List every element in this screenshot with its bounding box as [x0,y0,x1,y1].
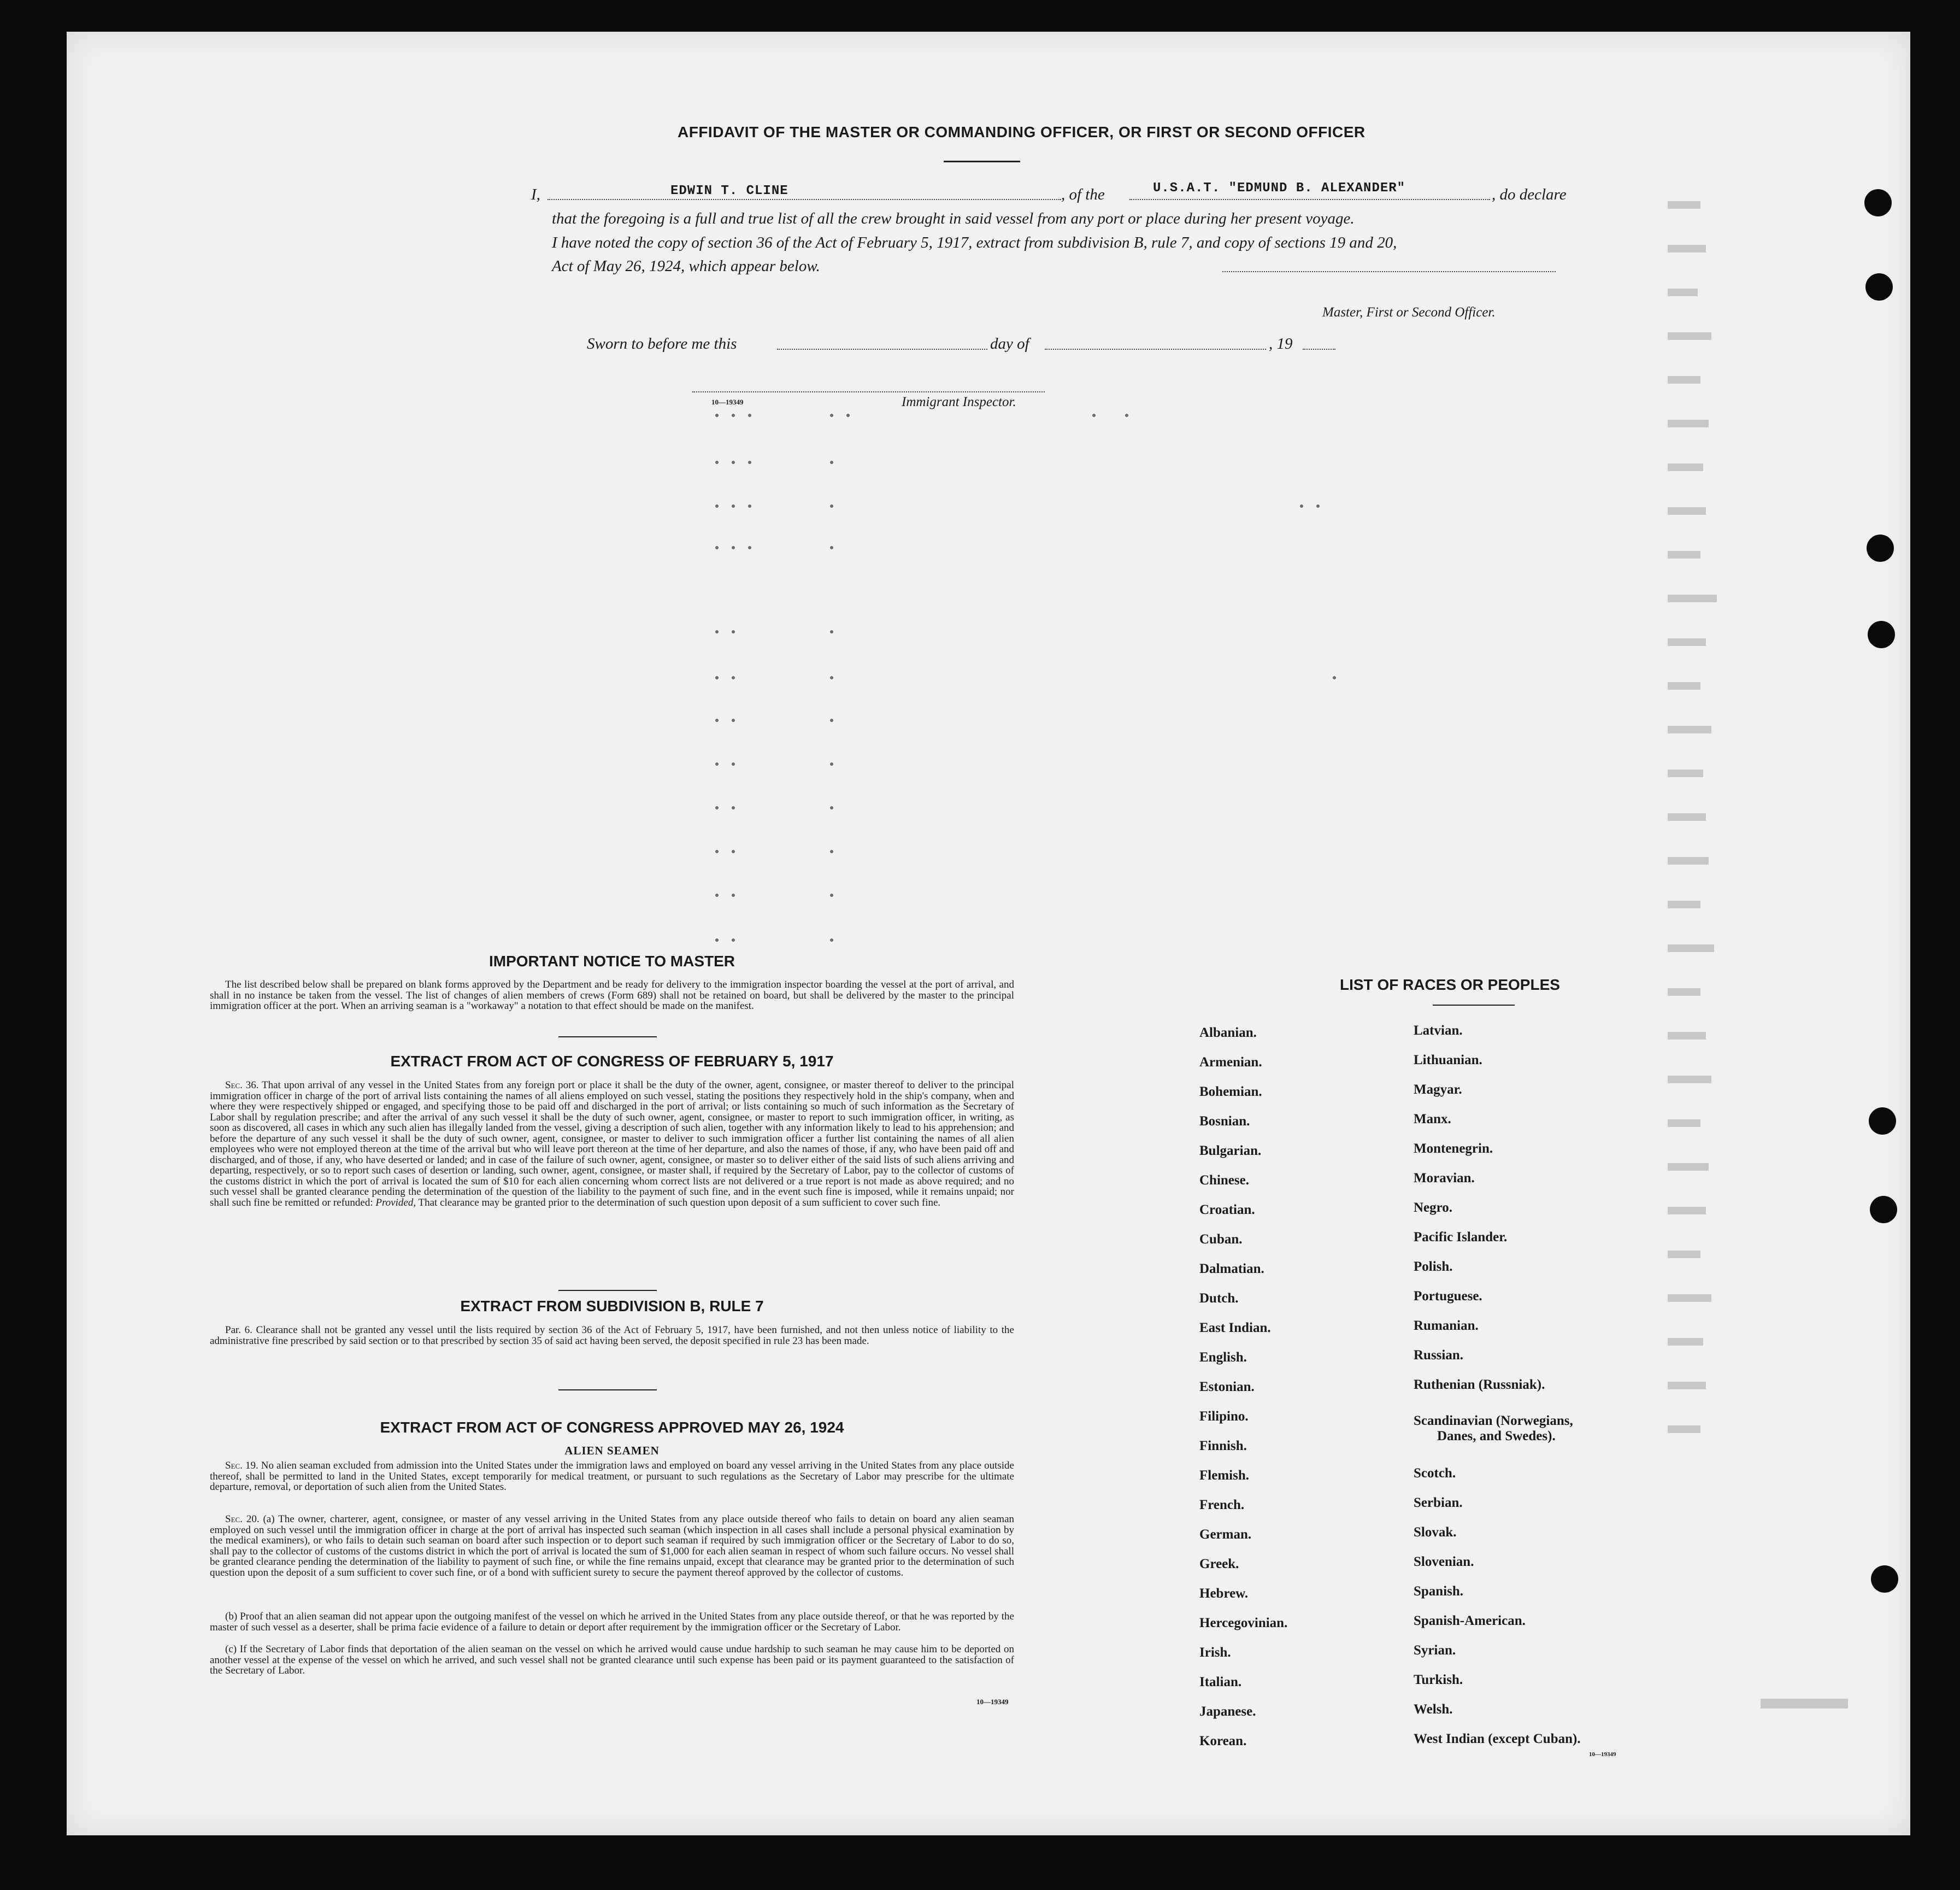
races-title-rule [1433,1005,1515,1006]
race-item: Finnish. [1199,1439,1247,1453]
sworn-prefix: Sworn to before me this [587,335,737,353]
declare-line-middle: , of the [1061,186,1105,203]
race-item: Dutch. [1199,1291,1239,1306]
race-item: Spanish-American. [1414,1613,1526,1628]
signature-blank [1222,271,1556,272]
race-item: Italian. [1199,1675,1242,1689]
name-blank [548,199,1061,200]
race-item: Hebrew. [1199,1586,1249,1601]
race-item: Magyar. [1414,1082,1462,1097]
extract-1917-body [210,1080,1014,1208]
sec-20a-text: (a) The owner, charterer, agent, consignee, or master of any vessel arriving in the United States from any place outside thereof who fails to detain on board any alien seaman employed on such vessel until the immigration officer in charge at the port of arrival has inspected such seaman (which inspection in all cases shall include a personal physical examination by the medical examiners), or who fails to detain such seaman on board after such inspection or to deport such seaman if required by such immigration officer or the Secretary of Labor to do so, shall pay to the collector of customs of the customs district in which the port of arrival is located the sum of $1,000 for each alien seaman in respect of whom such failure occurs. No vessel shall be granted clearance pending the determination of the liability to payment of such fine, or while the fine remains unpaid, except that clearance may be granted prior to the determination of such question upon the deposit of a sum sufficient to cover such fine, or of a bond with sufficient surety to secure the payment thereof approved by the collector of customs. [210,1513,1015,1578]
race-item: Korean. [1199,1734,1247,1748]
race-item: Welsh. [1414,1702,1453,1717]
sec-19-text: No alien seaman excluded from admission into the United States under the immigration laws and employed on board any vessel arriving in the United States from any place outside thereof, shall be permitted to land in the United States, except temporarily for medical treatment, or pursuant to such regulations as the Secretary of Labor may prescribe for the ultimate departure, removal, or deportation of such alien from the United States. [210,1460,1014,1493]
notice-text: The list described below shall be prepared on blank forms approved by the Department and be ready for delivery to the immigration inspector boarding the vessel at the port of arrival, and shall in no instance be taken from the vessel. The list of changes of alien members of crews (Form 689) shall not be retained on board, but shall be delivered by the master to the principal immigration officer at the port. When an arriving seaman is a "workaway" a notation to that effect should be made on the manifest. [210,979,1014,1012]
race-item: Albanian. [1199,1025,1257,1040]
extract-1917-title: EXTRACT FROM ACT OF CONGRESS OF FEBRUARY 5, 1917 [390,1053,834,1070]
race-item: Portuguese. [1414,1289,1482,1304]
race-item: German. [1199,1527,1252,1542]
race-item: Bosnian. [1199,1114,1250,1129]
sworn-year-label: , 19 [1269,335,1293,353]
extract-1924-title: EXTRACT FROM ACT OF CONGRESS APPROVED MAY 26, 1924 [380,1419,844,1436]
section-divider [558,1389,657,1390]
race-item: Spanish. [1414,1584,1464,1599]
race-item: Pacific Islander. [1414,1230,1508,1245]
race-item: English. [1199,1350,1247,1365]
race-item: Hercegovinian. [1199,1616,1288,1630]
declare-line-2: that the foregoing is a full and true list of all the crew brought in said vessel from any port or place during her present voyage. [552,210,1355,227]
race-item: Scotch. [1414,1466,1456,1481]
race-item: Slovenian. [1414,1554,1474,1569]
section-divider [558,1036,657,1037]
extract-rule7-text: Par. 6. Clearance shall not be granted any vessel until the lists required by section 36 of the Act of February 5, 1917, have been furnished, and not then unless notice of liability to the administrative fine prescribed by said section or to that prescribed by section 35 of said act having been served, the deposit specified in rule 23 has been made. [210,1324,1014,1347]
race-item: Ruthenian (Russniak). [1414,1377,1545,1392]
sec-20a [210,1514,1014,1578]
race-item: Serbian. [1414,1495,1463,1510]
document-page [67,32,1910,1835]
race-item: Bohemian. [1199,1084,1262,1099]
race-item: Russian. [1414,1348,1464,1363]
race-item: Negro. [1414,1200,1453,1215]
race-item: French. [1199,1498,1245,1512]
inspector-label: Immigrant Inspector. [902,395,1016,409]
vessel-blank [1129,199,1490,200]
race-item: Latvian. [1414,1023,1463,1038]
race-item: Estonian. [1199,1380,1255,1394]
race-item: Slovak. [1414,1525,1457,1540]
bleed-through-dots [695,409,1351,1447]
race-item: East Indian. [1199,1320,1271,1335]
race-item: Scandinavian (Norwegians, [1414,1413,1573,1428]
sworn-day-label: day of [990,335,1029,353]
race-item: Rumanian. [1414,1318,1479,1333]
race-item: Cuban. [1199,1232,1243,1247]
race-item: Filipino. [1199,1409,1249,1424]
races-form-number: 10—19349 [1589,1751,1616,1758]
title-rule [944,161,1020,162]
inspector-blank [692,391,1045,392]
race-item: Montenegrin. [1414,1141,1493,1156]
proviso-text: That clearance may be granted prior to the determination of such question upon deposit of a sum sufficient to cover such fine. [418,1196,941,1208]
proviso-label: Provided, [375,1196,416,1208]
declare-line-prefix: I, [531,186,540,203]
signature-label: Master, First or Second Officer. [1322,305,1496,320]
sworn-date-blank [777,349,987,350]
declare-line-suffix: , do declare [1492,186,1567,203]
form-number-top: 10—19349 [711,398,744,406]
extract-rule7-title: EXTRACT FROM SUBDIVISION B, RULE 7 [460,1298,764,1314]
sworn-year-blank [1303,349,1335,350]
race-item: Bulgarian. [1199,1143,1262,1158]
race-item: Polish. [1414,1259,1453,1274]
race-item: Japanese. [1199,1704,1256,1719]
vessel-name: U.S.A.T. "EDMUND B. ALEXANDER" [1153,181,1406,196]
race-item: Turkish. [1414,1672,1463,1687]
race-item: Greek. [1199,1557,1239,1571]
race-item: Moravian. [1414,1171,1475,1185]
sec-20-label: Sec. 20. [225,1513,260,1525]
alien-seamen-subtitle: ALIEN SEAMEN [564,1444,660,1457]
race-item: Croatian. [1199,1202,1255,1217]
declare-line-3: I have noted the copy of section 36 of the Act of February 5, 1917, extract from subdivision B, rule 7, and copy of sections 19 and 20, [552,234,1397,251]
race-item: Flemish. [1199,1468,1249,1483]
sec-20c: (c) If the Secretary of Labor finds that deportation of the alien seaman on the vessel on which he arrived would cause undue hardship to such seaman he may cause him to be deported on another vessel at the expense of the vessel on which he arrived, and such vessel shall not be granted clearance until such expense has been paid or its payment guaranteed to the satisfaction of the Secretary of Labor. [210,1644,1014,1676]
race-item: Syrian. [1414,1643,1456,1658]
race-item-continuation: Danes, and Swedes). [1437,1429,1556,1443]
master-name: EDWIN T. CLINE [670,184,788,198]
race-item: Manx. [1414,1112,1451,1126]
race-item: Dalmatian. [1199,1261,1264,1276]
races-title: LIST OF RACES OR PEOPLES [1340,976,1560,993]
race-item: Armenian. [1199,1055,1262,1070]
affidavit-title: AFFIDAVIT OF THE MASTER OR COMMANDING OFFICER, OR FIRST OR SECOND OFFICER [678,124,1365,140]
sec-36-label: Sec. 36. [225,1079,259,1091]
race-item: Lithuanian. [1414,1053,1482,1067]
sec-20b: (b) Proof that an alien seaman did not appear upon the outgoing manifest of the vessel on which he arrived in the United States from any place outside thereof, or that he was reported by the master of such vessel as a deserter, shall be prima facie evidence of a failure to detain or deport after requirement by the immigration officer or the Secretary of Labor. [210,1611,1014,1633]
sec-19 [210,1460,1014,1493]
declare-line-4: Act of May 26, 1924, which appear below. [552,257,820,275]
sec-36-text: That upon arrival of any vessel in the United States from any foreign port or place it shall be the duty of the owner, agent, consignee, or master thereof to deliver to the principal immigration officer in charge of the port of arrival lists containing the names of all aliens employed on such vessel, stating the positions they respectively hold in the ship's company, when and where they were respectively shipped or engaged, and specifying those to be paid off and discharged in the port of arrival; or lists containing so much of such information as the Secretary of Labor shall by regulation prescribe; and after the arrival of any such vessel it shall be the duty of such owner, agent, consignee, or master to report to such immigration officer, in writing, as soon as discovered, all cases in which any such alien has illegally landed from the vessel, giving a description of such alien, together with any information likely to lead to his apprehension; and before the departure of any such vessel it shall be the duty of such owner, agent, consignee, or master to deliver to such immigration officer a further list containing the names of all alien employees who were not employed thereon at the time of the arrival but who will leave port thereon at the time of her departure, and also the names of those, if any, who have been paid off and discharged, and of those, if any, who have deserted or landed; and in case of the failure of such owner, agent, consignee, or master so to deliver either of the said lists of such aliens arriving and departing, respectively, or so to report such cases of desertion or landing, such owner, agent, consignee, or master shall, if required by the Secretary of Labor, pay to the collector of customs of the customs district in which the port of arrival is located the sum of $10 for each alien concerning whom correct lists are not delivered or a true report is not made as above required; and no such vessel shall be granted clearance pending the determination of the question of the liability to the payment of such fine, and in the event such fine is imposed, while it remains unpaid; nor shall such fine be remitted or refunded: [210,1079,1014,1208]
sec-19-label: Sec. 19. [225,1460,258,1471]
bleed-through-marks [1651,196,1881,1781]
race-item: Irish. [1199,1645,1231,1660]
form-number-bottom: 10—19349 [976,1698,1009,1706]
race-item: West Indian (except Cuban). [1414,1731,1581,1746]
sworn-month-blank [1045,349,1266,350]
notice-title: IMPORTANT NOTICE TO MASTER [488,953,735,970]
section-divider [558,1290,657,1291]
race-item: Chinese. [1199,1173,1249,1188]
